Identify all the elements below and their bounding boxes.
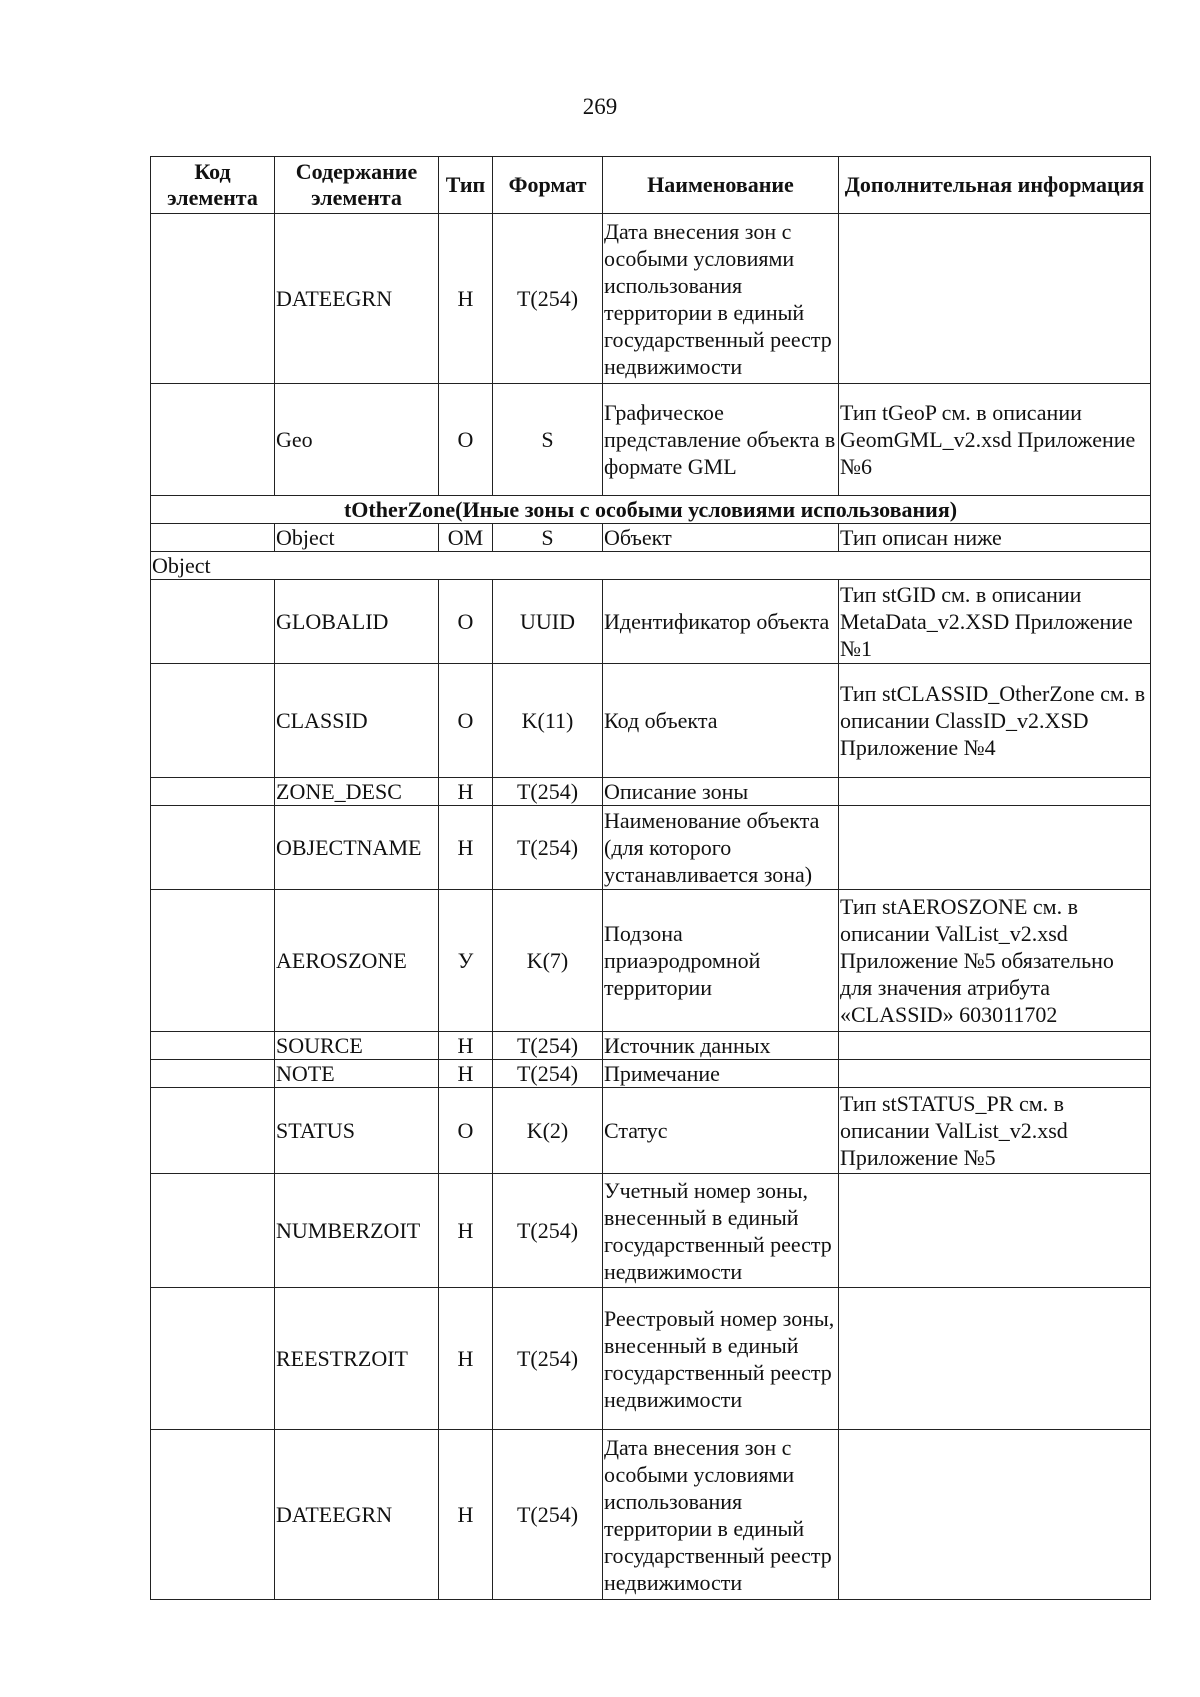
cell-format: T(254) [493,1174,603,1288]
cell-info: Тип stCLASSID_OtherZone см. в описании ClassID_v2.XSD Приложение №4 [839,664,1151,778]
cell-type: Н [439,1430,493,1600]
table-row [151,664,1151,778]
table-row [151,1060,1151,1088]
cell-type: ОМ [439,524,493,552]
cell-info [839,1060,1151,1088]
spec-table [150,156,1151,1600]
table-row [151,890,1151,1032]
cell-code [151,890,275,1032]
cell-format: S [493,524,603,552]
table-row [151,1288,1151,1430]
cell-info: Тип stGID см. в описании MetaData_v2.XSD Приложение №1 [839,580,1151,664]
cell-name: Статус [603,1088,839,1174]
section-title: tOtherZone(Иные зоны с особыми условиями использования) [151,496,1151,524]
header-info: Дополнительная информация [839,157,1151,214]
cell-format: UUID [493,580,603,664]
cell-name: Код объекта [603,664,839,778]
header-format: Формат [493,157,603,214]
cell-element: OBJECTNAME [275,806,439,890]
cell-code [151,1032,275,1060]
cell-format: T(254) [493,1288,603,1430]
cell-code [151,580,275,664]
cell-element: REESTRZOIT [275,1288,439,1430]
cell-type: Н [439,214,493,384]
cell-name: Объект [603,524,839,552]
table-row [151,524,1151,552]
table-header-row [151,157,1151,214]
cell-type: Н [439,1032,493,1060]
cell-name: Дата внесения зон с особыми условиями использования территории в единый государственный реестр недвижимости [603,1430,839,1600]
cell-name: Дата внесения зон с особыми условиями использования территории в единый государственный реестр недвижимости [603,214,839,384]
cell-name: Учетный номер зоны, внесенный в единый государственный реестр недвижимости [603,1174,839,1288]
cell-format: T(254) [493,1032,603,1060]
cell-info [839,1288,1151,1430]
cell-element: SOURCE [275,1032,439,1060]
cell-info [839,806,1151,890]
cell-format: T(254) [493,1430,603,1600]
cell-type: Н [439,778,493,806]
cell-name: Подзона приаэродромной территории [603,890,839,1032]
cell-info [839,1032,1151,1060]
cell-type: Н [439,806,493,890]
table-row [151,1430,1151,1600]
cell-element: CLASSID [275,664,439,778]
cell-format: T(254) [493,778,603,806]
object-label: Object [151,552,1151,580]
cell-format: K(7) [493,890,603,1032]
cell-element: NOTE [275,1060,439,1088]
cell-element: ZONE_DESC [275,778,439,806]
header-name: Наименование [603,157,839,214]
cell-type: У [439,890,493,1032]
cell-code [151,214,275,384]
cell-type: Н [439,1288,493,1430]
table-row [151,778,1151,806]
cell-element: Object [275,524,439,552]
cell-name: Идентификатор объекта [603,580,839,664]
table-row [151,580,1151,664]
cell-format: T(254) [493,1060,603,1088]
cell-info: Тип tGeoP см. в описании GeomGML_v2.xsd Приложение №6 [839,384,1151,496]
table-row [151,1088,1151,1174]
cell-code [151,1060,275,1088]
cell-info [839,1430,1151,1600]
cell-element: AEROSZONE [275,890,439,1032]
cell-info [839,214,1151,384]
cell-type: Н [439,1060,493,1088]
table-row [151,1032,1151,1060]
cell-type: О [439,1088,493,1174]
table-row [151,214,1151,384]
cell-name: Источник данных [603,1032,839,1060]
cell-element: DATEEGRN [275,214,439,384]
cell-code [151,1174,275,1288]
cell-type: О [439,580,493,664]
cell-element: GLOBALID [275,580,439,664]
cell-code [151,778,275,806]
cell-name: Примечание [603,1060,839,1088]
cell-info [839,1174,1151,1288]
cell-code [151,384,275,496]
cell-name: Наименование объекта (для которого устанавливается зона) [603,806,839,890]
cell-format: T(254) [493,806,603,890]
header-type: Тип [439,157,493,214]
cell-code [151,664,275,778]
cell-info [839,778,1151,806]
cell-type: О [439,664,493,778]
cell-format: S [493,384,603,496]
cell-code [151,1288,275,1430]
cell-name: Графическое представление объекта в формате GML [603,384,839,496]
cell-code [151,524,275,552]
section-title-row [151,496,1151,524]
table-row [151,1174,1151,1288]
cell-info: Тип stAEROSZONE см. в описании ValList_v2.xsd Приложение №5 обязательно для значения атрибута «CLASSID» 603011702 [839,890,1151,1032]
table-row [151,806,1151,890]
cell-type: Н [439,1174,493,1288]
cell-code [151,1088,275,1174]
cell-name: Описание зоны [603,778,839,806]
cell-code [151,1430,275,1600]
header-code: Код элемента [151,157,275,214]
object-label-row [151,552,1151,580]
header-element: Содержание элемента [275,157,439,214]
cell-info: Тип описан ниже [839,524,1151,552]
cell-element: NUMBERZOIT [275,1174,439,1288]
cell-code [151,806,275,890]
cell-element: STATUS [275,1088,439,1174]
cell-format: K(11) [493,664,603,778]
page-number: 269 [582,94,618,119]
cell-element: DATEEGRN [275,1430,439,1600]
cell-type: О [439,384,493,496]
cell-info: Тип stSTATUS_PR см. в описании ValList_v2.xsd Приложение №5 [839,1088,1151,1174]
cell-format: K(2) [493,1088,603,1174]
cell-element: Geo [275,384,439,496]
table-row [151,384,1151,496]
cell-name: Реестровый номер зоны, внесенный в единый государственный реестр недвижимости [603,1288,839,1430]
cell-format: T(254) [493,214,603,384]
